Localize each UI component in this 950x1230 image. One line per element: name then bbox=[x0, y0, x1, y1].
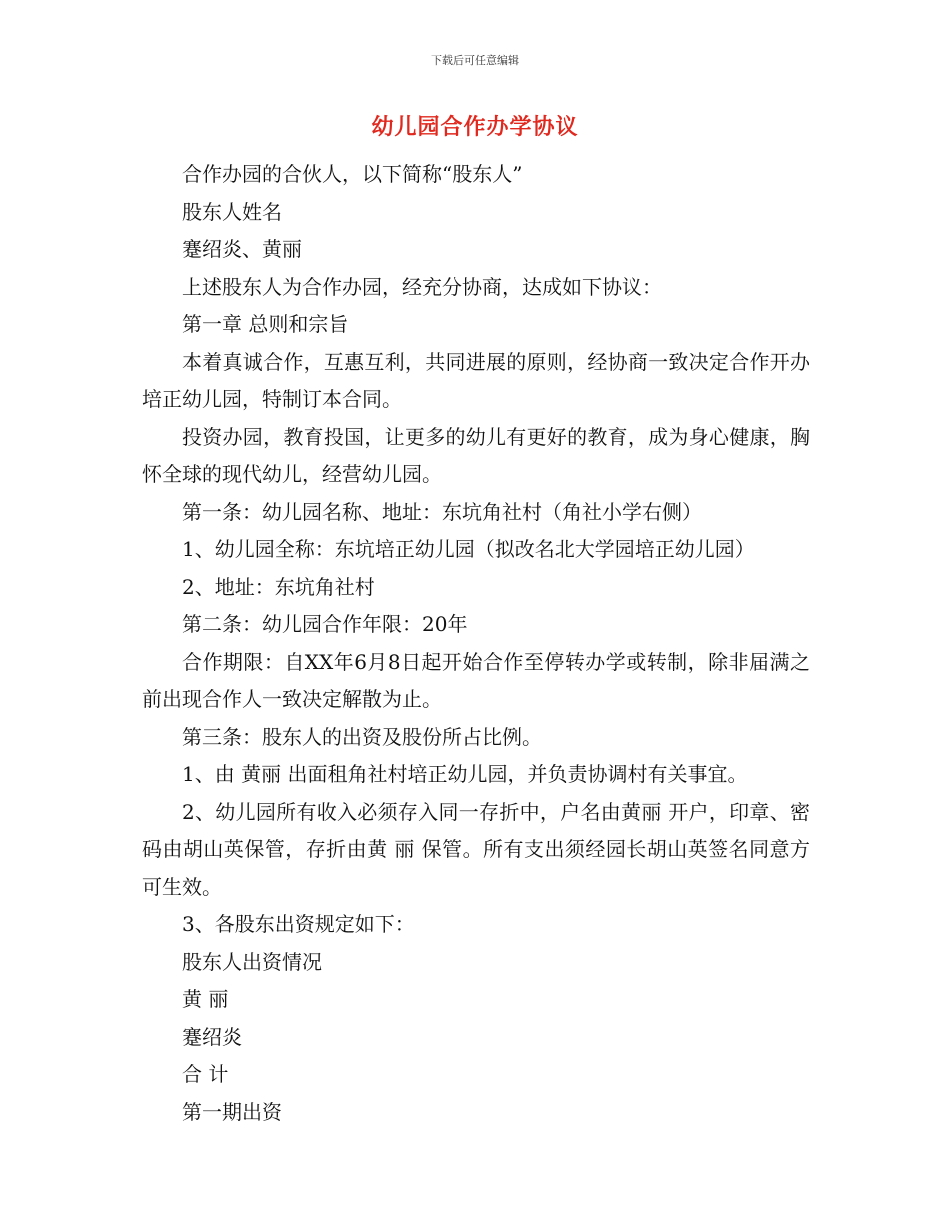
table-label: 股东人出资情况 bbox=[182, 949, 322, 974]
article-heading: 第三条：股东人的出资及股份所占比例。 bbox=[182, 724, 542, 749]
paragraph: 2、地址：东坑角社村 bbox=[182, 574, 375, 599]
paragraph: 3、各股东出资规定如下： bbox=[182, 912, 415, 936]
article-heading: 第一条：幼儿园名称、地址：东坑角社村（角社小学右侧） bbox=[182, 499, 702, 524]
header-note: 下载后可任意编辑 bbox=[431, 54, 519, 67]
paragraph: 上述股东人为合作办园，经充分协商，达成如下协议： bbox=[182, 274, 662, 299]
paragraph: 2、幼儿园所有收入必须存入同一存折中，户名由黄丽 开户，印章、密码由胡山英保管，存折由黄 丽 保管。所有支出须经园长胡山英签名同意方可生效。 bbox=[142, 799, 810, 899]
article-heading: 第二条：幼儿园合作年限：20年 bbox=[182, 612, 468, 636]
chapter-heading: 第一章 总则和宗旨 bbox=[182, 312, 349, 336]
table-label: 蹇绍炎 bbox=[182, 1024, 242, 1049]
paragraph: 本着真诚合作，互惠互利，共同进展的原则，经协商一致决定合作开办培正幼儿园，特制订本合同。 bbox=[142, 349, 810, 411]
paragraph: 合作期限：自XX年6月8日起开始合作至停转办学或转制，除非届满之前出现合作人一致决定解散为止。 bbox=[142, 649, 810, 711]
document-title: 幼儿园合作办学协议 bbox=[371, 115, 579, 140]
table-label: 第一期出资 bbox=[182, 1099, 282, 1124]
document-body bbox=[142, 156, 810, 1131]
paragraph: 投资办园，教育投国，让更多的幼儿有更好的教育，成为身心健康，胸怀全球的现代幼儿，经营幼儿园。 bbox=[142, 424, 810, 486]
table-label: 黄 丽 bbox=[182, 987, 229, 1011]
paragraph: 股东人姓名 bbox=[182, 199, 282, 224]
table-label: 合 计 bbox=[182, 1062, 229, 1086]
paragraph: 1、由 黄丽 出面租角社村培正幼儿园，并负责协调村有关事宜。 bbox=[182, 762, 748, 786]
paragraph: 蹇绍炎、黄丽 bbox=[182, 237, 302, 261]
paragraph: 1、幼儿园全称：东坑培正幼儿园（拟改名北大学园培正幼儿园） bbox=[182, 537, 755, 561]
paragraph: 合作办园的合伙人，以下简称“股东人” bbox=[182, 162, 523, 186]
